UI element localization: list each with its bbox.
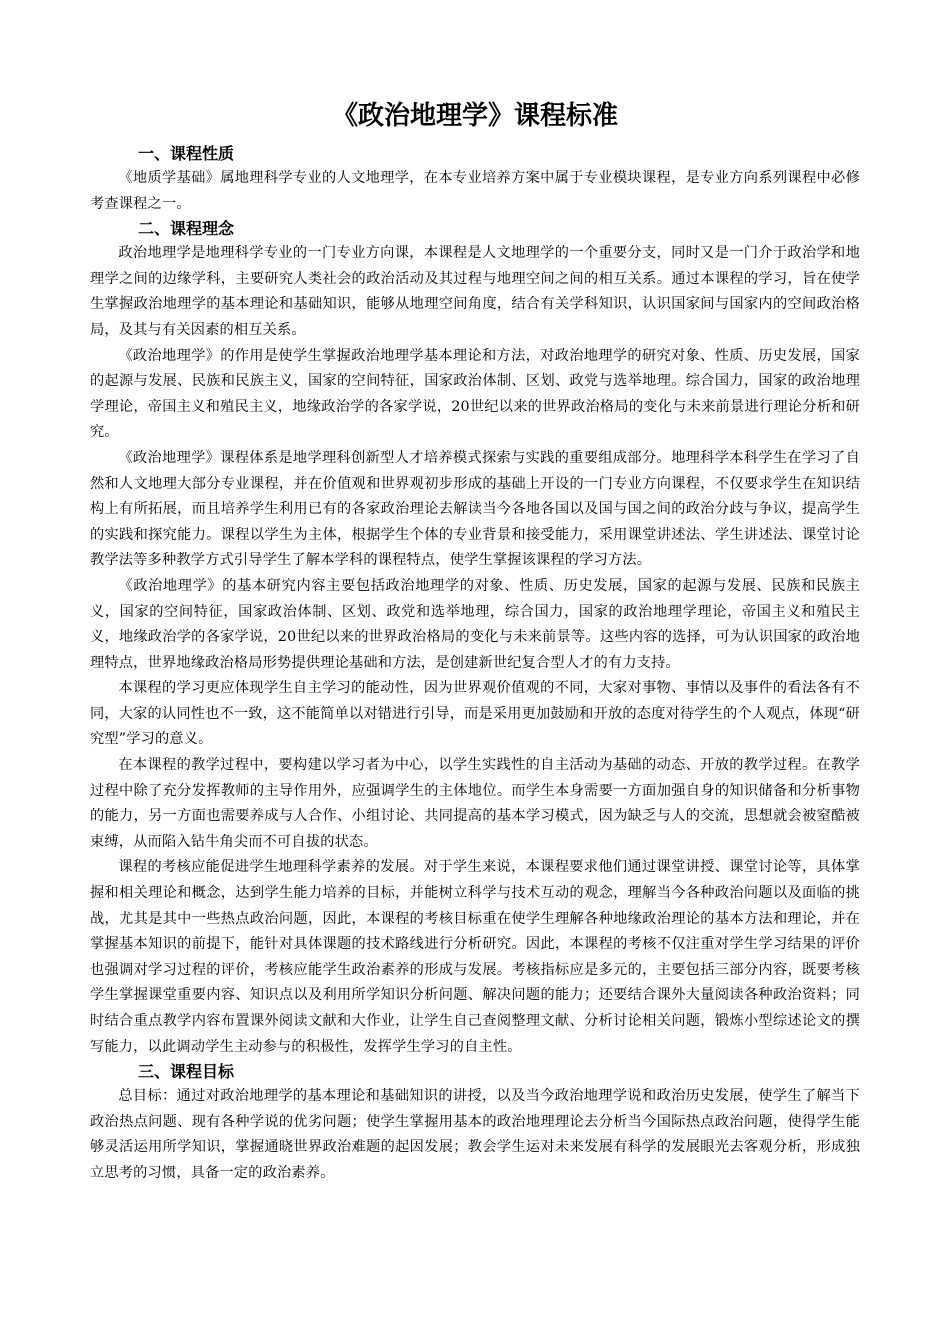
paragraph: 政治地理学是地理科学专业的一门专业方向课，本课程是人文地理学的一个重要分支，同时又是一门介于政治学和地理学之间的边缘学科，主要研究人类社会的政治活动及其过程与地理空间之间的相互关系。通过本课程的学习，旨在使学生掌握政治地理学的基本理论和基础知识，能够从地理空间角度，结合有关学科知识，认识国家间与国家内的空间政治格局，及其与有关因素的相互关系。 <box>90 245 860 338</box>
section-heading: 三、课程目标 <box>138 1062 235 1082</box>
document-title: 《政治地理学》课程标准 <box>331 101 618 131</box>
paragraph: 《政治地理学》课程体系是地学理科创新型人才培养模式探索与实践的重要组成部分。地理科学本科学生在学习了自然和人文地理大部分专业课程，并在价值观和世界观初步形成的基础上开设的一门专业方向课程，不仅要求学生在知识结构上有所拓展，而且培养学生利用已有的各家政治理论去解读当今各地各国以及国与国之间的政治分歧与争议，提高学生的实践和探究能力。课程以学生为主体，根据学生个体的专业背景和接受能力，采用课堂讲述法、学生讲述法、课堂讨论教学法等多种教学方式引导学生了解本学科的课程特点，使学生掌握该课程的学习方法。 <box>90 449 860 569</box>
paragraph: 《地质学基础》属地理科学专业的人文地理学，在本专业培养方案中属于专业模块课程，是专业方向系列课程中必修考查课程之一。 <box>90 170 860 212</box>
paragraph: 总目标：通过对政治地理学的基本理论和基础知识的讲授，以及当今政治地理学说和政治历史发展，使学生了解当下政治热点问题、现有各种学说的优劣问题；使学生掌握用基本的政治地理理论去分析当今国际热点政治问题，使得学生能够灵活运用所学知识，掌握通晓世界政治难题的起因发展；教会学生运对未来发展有科学的发展眼光去客观分析，形成独立思考的习惯，具备一定的政治素养。 <box>90 1088 860 1181</box>
section-course-philosophy <box>90 217 860 1060</box>
section-course-nature <box>90 142 860 217</box>
section-heading: 一、课程性质 <box>138 144 235 163</box>
paragraph: 本课程的学习更应体现学生自主学习的能动性，因为世界观价值观的不同，大家对事物、事情以及事件的看法各有不同，大家的认同性也不一致，这不能简单以对错进行引导，而是采用更加鼓励和开放的态度对待学生的个人观点，体现“研究型”学习的意义。 <box>90 680 860 748</box>
paragraph: 在本课程的教学过程中，要构建以学习者为中心，以学生实践性的自主活动为基础的动态、开放的教学过程。在教学过程中除了充分发挥教师的主导作用外，应强调学生的主体地位。而学生本身需要一方面加强自身的知识储备和分析事物的能力，另一方面也需要养成与人合作、小组讨论、共同提高的基本学习模式，因为缺乏与人的交流，思想就会被窒酷被束缚，从而陷入钻牛角尖而不可自拔的状态。 <box>90 757 860 850</box>
document-page <box>90 96 860 1187</box>
paragraph: 课程的考核应能促进学生地理科学素养的发展。对于学生来说，本课程要求他们通过课堂讲授、课堂讨论等，具体掌握和相关理论和概念，达到学生能力培养的目标，并能树立科学与技术互动的观念，理解当今各种政治问题以及面临的挑战，尤其是其中一些热点政治问题，因此，本课程的考核目标重在使学生理解各种地缘政治理论的基本方法和理论，并在掌握基本知识的前提下，能针对具体课题的技术路线进行分析研究。因此，本课程的考核不仅注重对学生学习结果的评价也强调对学习过程的评价，考核应能学生政治素养的形成与发展。考核指标应是多元的，主要包括三部分内容，既要考核学生掌握课堂重要内容、知识点以及利用所学知识分析问题、解决问题的能力；还要结合课外大量阅读各种政治资料；同时结合重点教学内容布置课外阅读文献和大作业，让学生自己查阅整理文献、分析讨论相关问题，锻炼小型综述论文的撰写能力，以此调动学生主动参与的积极性，发挥学生学习的自主性。 <box>90 859 860 1055</box>
section-heading: 二、课程理念 <box>138 219 235 239</box>
paragraph: 《政治地理学》的作用是使学生掌握政治地理学基本理论和方法，对政治地理学的研究对象、性质、历史发展，国家的起源与发展、民族和民族主义，国家的空间特征，国家政治体制、区划、政党与选举地理。综合国力，国家的政治地理学理论，帝国主义和殖民主义，地缘政治学的各家学说，20世纪以来的世界政治格局的变化与未来前景进行理论分析和研究。 <box>90 347 860 441</box>
paragraph: 《政治地理学》的基本研究内容主要包括政治地理学的对象、性质、历史发展，国家的起源与发展、民族和民族主义，国家的空间特征，国家政治体制、区划、政党和选举地理，综合国力，国家的政治地理学理论，帝国主义和殖民主义，地缘政治学的各家学说，20世纪以来的世界政治格局的变化与未来前景等。这些内容的选择，可为认识国家的政治地理特点，世界地缘政治格局形势提供理论基础和方法，是创建新世纪复合型人才的有力支持。 <box>90 577 860 671</box>
section-course-objectives <box>90 1060 860 1186</box>
